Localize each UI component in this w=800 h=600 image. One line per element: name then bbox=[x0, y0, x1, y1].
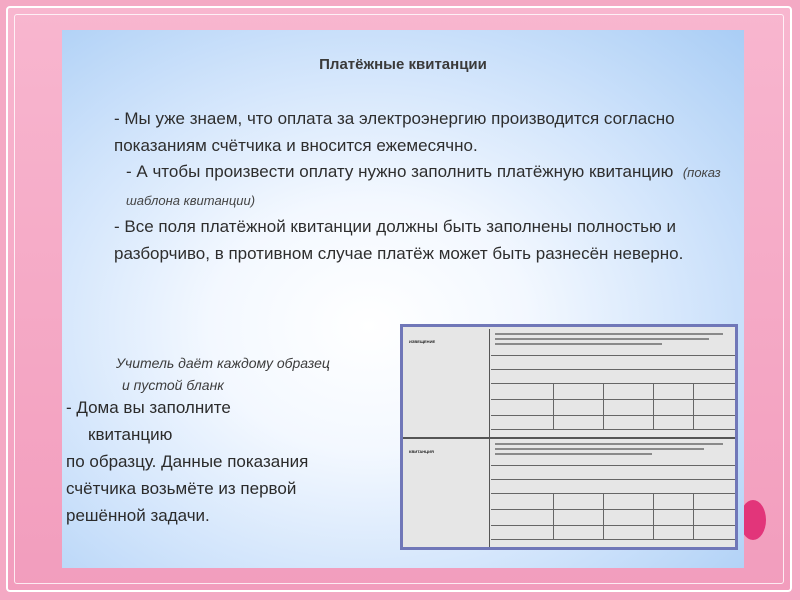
receipt-notice-label: ИЗВЕЩЕНИЕ bbox=[409, 339, 436, 344]
homework-line1: - Дома вы заполните bbox=[66, 398, 231, 417]
homework-line4: счётчика возьмёте из первой bbox=[66, 479, 297, 498]
slide bbox=[62, 30, 744, 568]
slide-body bbox=[114, 106, 726, 267]
receipt-divider bbox=[489, 329, 490, 437]
fill-receipt-text: - А чтобы произвести оплату нужно заполнить платёжную квитанцию bbox=[126, 162, 674, 181]
receipt-receipt-section bbox=[403, 439, 735, 547]
teacher-note-line1: Учитель даёт каждому образец bbox=[116, 355, 330, 371]
teacher-note-line2: и пустой бланк bbox=[122, 377, 224, 393]
homework-text bbox=[66, 394, 406, 529]
teacher-note bbox=[116, 352, 416, 396]
homework-line2: квитанцию bbox=[88, 425, 173, 444]
receipt-notice-section bbox=[403, 329, 735, 437]
paragraph-payment-info: - Мы уже знаем, что оплата за электроэнергию производится согласно показаниям счётчика и вносится ежемесячно. bbox=[114, 109, 675, 155]
slide-title: Платёжные квитанции bbox=[319, 56, 487, 73]
homework-line5: решённой задачи. bbox=[66, 506, 210, 525]
receipt-divider bbox=[489, 439, 490, 547]
homework-line3: по образцу. Данные показания bbox=[66, 452, 309, 471]
receipt-fineprint bbox=[495, 333, 733, 351]
template-note: (показ шаблона квитанции) bbox=[126, 165, 721, 208]
receipt-fineprint bbox=[495, 443, 733, 461]
receipt-form-image bbox=[400, 324, 738, 550]
paragraph-fill-receipt bbox=[114, 159, 726, 214]
paragraph-fields-info: - Все поля платёжной квитанции должны быть заполнены полностью и разборчиво, в противном случае платёж может быть разнесён неверно. bbox=[114, 217, 684, 263]
receipt-receipt-label: КВИТАНЦИЯ bbox=[409, 449, 434, 454]
